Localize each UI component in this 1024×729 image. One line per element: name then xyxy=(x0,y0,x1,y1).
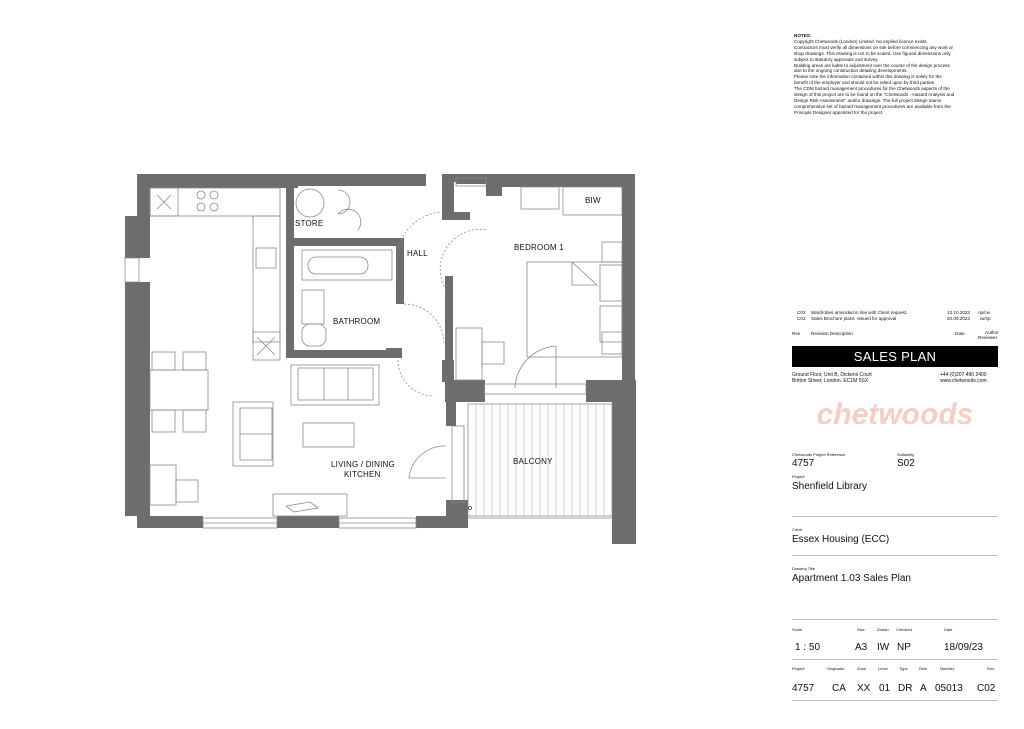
suitability: S02 xyxy=(897,458,915,469)
notes-line: benefit of the employer and should not be relied upon by third parties. xyxy=(794,80,936,86)
code-number: 05013 xyxy=(935,683,963,694)
code-role: A xyxy=(920,683,927,694)
checked-label: Checked xyxy=(896,627,912,632)
svg-text:chetwoods: chetwoods xyxy=(816,398,974,431)
notes-line: The CDM hazard management procedures for the Chetwoods aspects of the xyxy=(794,86,950,92)
project-name: Shenfield Library xyxy=(792,481,868,492)
notes-line: Design Risk Assessment" and/or drawings. The full project design teams xyxy=(794,97,942,103)
scale: 1 : 50 xyxy=(795,642,821,653)
code-type-label: Type xyxy=(899,666,908,671)
notes-heading: NOTES: xyxy=(794,33,812,38)
room-label-bathroom: BATHROOM xyxy=(333,317,381,326)
notes-line: Principle Designer appointed for the project. xyxy=(794,109,884,115)
code-number-label: Number xyxy=(940,666,955,671)
room-label-store: STORE xyxy=(295,219,324,228)
code-rev: C02 xyxy=(977,683,996,694)
suitability-label: Suitability xyxy=(897,452,915,457)
code-role-label: Role xyxy=(919,666,928,671)
sheet-title-bar: SALES PLAN xyxy=(792,346,998,367)
project-reference: 4757 xyxy=(792,458,815,469)
divider xyxy=(792,555,998,556)
rev-header: Rev xyxy=(792,331,801,336)
divider xyxy=(792,619,998,620)
code-originator-label: Originator xyxy=(827,666,845,671)
rev-desc-header: Revision Description xyxy=(811,331,853,336)
divider xyxy=(792,516,998,517)
room-label-biw: BIW xyxy=(585,196,601,205)
revision-date: 13.10.2023 xyxy=(947,310,970,315)
notes-line: subject to statutory approvals and survey. xyxy=(794,56,879,62)
rev-author-header: Author xyxy=(985,330,999,335)
drawn-label: Drawn xyxy=(877,627,889,632)
revision-date: 20.09.2023 xyxy=(947,316,970,321)
revision-rev: C02 xyxy=(797,310,806,315)
date-label: Date xyxy=(944,627,953,632)
address-line-2: Britton Street, London, EC1M 5SX xyxy=(792,378,869,384)
revision-author: np/cw xyxy=(978,310,991,315)
project-reference-label: Chetwoods Project Reference xyxy=(792,452,846,457)
phone-number: +44 (0)207 490 2400 xyxy=(940,372,987,378)
notes-line: Please note the information contained within this drawing is solely for the xyxy=(794,74,942,80)
chetwoods-logo xyxy=(792,396,998,434)
divider xyxy=(792,659,998,660)
revision-description: Wardrobes amended in line with Client request. xyxy=(811,310,908,315)
date: 18/09/23 xyxy=(944,642,983,653)
drawn-by: IW xyxy=(877,642,890,653)
code-type: DR xyxy=(898,683,913,694)
notes-line: Copyright Chetwoods (London) Limited. No implied licence exists. xyxy=(794,38,928,44)
client-name: Essex Housing (ECC) xyxy=(792,534,890,545)
code-project: 4757 xyxy=(792,683,815,694)
code-level: 01 xyxy=(879,683,891,694)
revision-rev: C01 xyxy=(797,316,806,321)
checked-by: NP xyxy=(897,642,911,653)
room-label-balcony: BALCONY xyxy=(513,457,553,466)
drawing-title-label: Drawing Title xyxy=(792,566,816,571)
address-line-1: Ground Floor, Unit B, Dickens Court xyxy=(792,372,872,378)
rev-date-header: Date xyxy=(955,331,965,336)
divider xyxy=(792,700,998,701)
rev-reviewer-header: Reviewer xyxy=(978,335,998,340)
room-label-hall: HALL xyxy=(407,249,428,258)
room-label-bedroom: BEDROOM 1 xyxy=(514,243,564,252)
code-rev-label: Rev. xyxy=(987,666,995,671)
code-originator: CA xyxy=(832,683,846,694)
notes-line: comprehensive set of hazard management procedures are available from the xyxy=(794,103,951,109)
room-label-living: LIVING / DINING xyxy=(331,460,395,469)
code-zone-label: Zone xyxy=(857,666,867,671)
size-label: Size xyxy=(857,627,865,632)
client-label: Client xyxy=(792,527,803,532)
code-level-label: Level xyxy=(878,666,888,671)
revision-description: Sales Brochure plans -issued for approval xyxy=(811,316,897,321)
notes-line: due to the ongoing construction detailing developments. xyxy=(794,68,908,74)
drawing-title: Apartment 1.03 Sales Plan xyxy=(792,573,911,584)
notes-line: Building areas are liable to adjustment over the course of the design process xyxy=(794,62,950,68)
code-zone: XX xyxy=(857,683,871,694)
project-label: Project xyxy=(792,474,805,479)
revision-author: iw/np xyxy=(980,316,991,321)
size: A3 xyxy=(855,642,868,653)
room-label-kitchen: KITCHEN xyxy=(344,470,381,479)
drawing-notes xyxy=(794,33,994,116)
scale-label: Scale xyxy=(792,627,803,632)
website: www.chetwoods.com xyxy=(940,378,987,384)
notes-line: design of this project are to be found on the "Chetwoods - Hazard Analysis and xyxy=(794,92,955,98)
notes-line: Contractors must verify all dimensions on site before commencing any work or xyxy=(794,44,954,50)
notes-line: shop drawings. This drawing is not to be scaled. Use figured dimensions only xyxy=(794,50,951,56)
code-project-label: Project xyxy=(792,666,805,671)
